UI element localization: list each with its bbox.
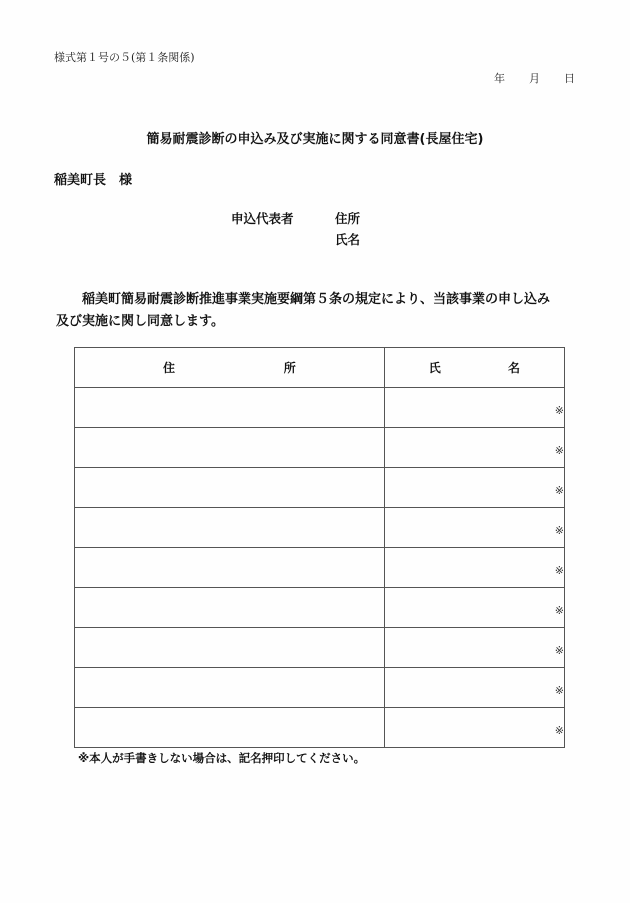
- name-cell[interactable]: [384, 508, 564, 548]
- address-cell[interactable]: [75, 548, 385, 588]
- address-cell[interactable]: [75, 508, 385, 548]
- footnote: ※本人が手書きしない場合は、記名押印してください。: [78, 751, 366, 765]
- header-name: [384, 348, 564, 388]
- table-header-row: [75, 348, 565, 388]
- address-cell[interactable]: [75, 628, 385, 668]
- address-cell[interactable]: [75, 468, 385, 508]
- reference-mark: ※: [554, 443, 564, 457]
- representative-label: 申込代表者: [231, 211, 294, 226]
- consent-line-1: 稲美町簡易耐震診断推進事業実施要綱第５条の規定により、当該事業の申し込み: [82, 292, 551, 307]
- name-cell[interactable]: [384, 548, 564, 588]
- representative-address-label: 住所: [335, 211, 361, 226]
- reference-mark: ※: [554, 603, 564, 617]
- reference-mark: ※: [554, 723, 564, 737]
- table-row: [75, 428, 565, 468]
- name-cell[interactable]: [384, 708, 564, 748]
- header-address: [75, 348, 385, 388]
- address-cell[interactable]: [75, 708, 385, 748]
- table-row: [75, 588, 565, 628]
- representative-name-label: 氏名: [335, 232, 361, 247]
- table-row: [75, 468, 565, 508]
- consent-statement: [56, 289, 576, 333]
- name-cell[interactable]: [384, 428, 564, 468]
- address-cell[interactable]: [75, 668, 385, 708]
- name-cell[interactable]: [384, 468, 564, 508]
- address-cell[interactable]: [75, 588, 385, 628]
- reference-mark: ※: [554, 523, 564, 537]
- header-address-char-2: 所: [283, 361, 296, 375]
- header-name-char-2: 名: [507, 361, 520, 375]
- consent-line-2: 及び実施に関し同意します。: [56, 314, 224, 329]
- reference-mark: ※: [554, 483, 564, 497]
- consent-table: [74, 347, 565, 748]
- table-row: [75, 668, 565, 708]
- table-row: [75, 548, 565, 588]
- reference-mark: ※: [554, 563, 564, 577]
- reference-mark: ※: [554, 683, 564, 697]
- reference-mark: ※: [554, 643, 564, 657]
- header-address-char-1: 住: [163, 361, 176, 375]
- reference-mark: ※: [554, 403, 564, 417]
- table-row: [75, 708, 565, 748]
- address-cell[interactable]: [75, 388, 385, 428]
- document-title: 簡易耐震診断の申込み及び実施に関する同意書(長屋住宅): [146, 132, 484, 147]
- addressee: 稲美町長 様: [54, 173, 133, 188]
- name-cell[interactable]: [384, 628, 564, 668]
- address-cell[interactable]: [75, 428, 385, 468]
- table-row: [75, 508, 565, 548]
- table-row: [75, 388, 565, 428]
- name-cell[interactable]: [384, 388, 564, 428]
- date-year-label: 年: [494, 72, 505, 85]
- form-number: 様式第１号の５(第１条関係): [54, 51, 195, 64]
- date-day-label: 日: [564, 72, 575, 85]
- date-month-label: 月: [529, 72, 540, 85]
- name-cell[interactable]: [384, 668, 564, 708]
- table-row: [75, 628, 565, 668]
- name-cell[interactable]: [384, 588, 564, 628]
- header-name-char-1: 氏: [428, 361, 441, 375]
